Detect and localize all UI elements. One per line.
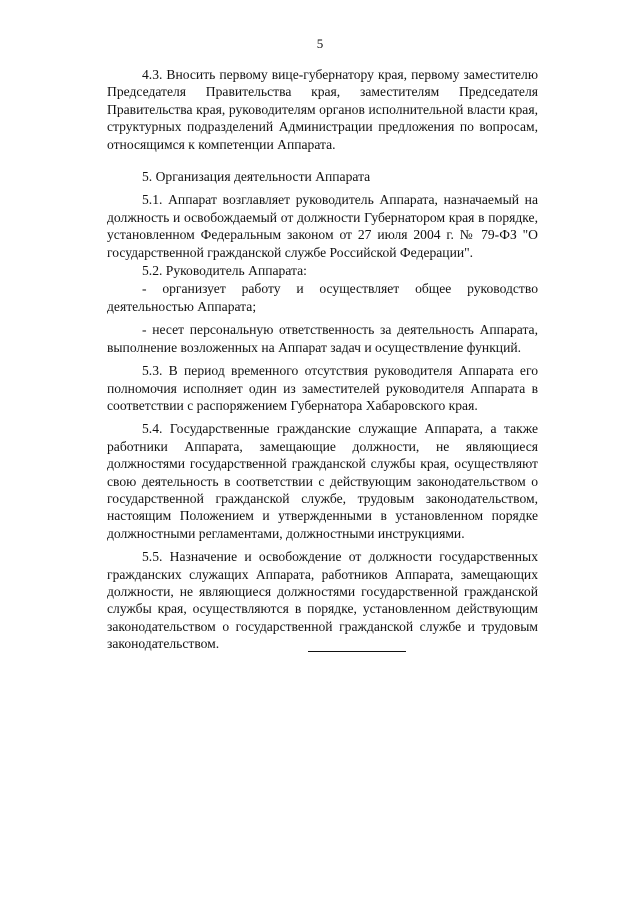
paragraph-5-2-item-2: - несет персональную ответственность за деятельность Аппарата, выполнение возложенных на Аппарат задач и осуществление функций. bbox=[107, 322, 538, 355]
paragraph-4-3: 4.3. Вносить первому вице-губернатору края, первому заместителю Председателя Правительства края, заместителям Председателя Правительства края, руководителям органов исполнительной власти края, структурных подразделений Администрации предложения по вопросам, относящимся к компетенции Аппарата. bbox=[107, 67, 538, 152]
page-number: 5 bbox=[316, 36, 324, 51]
paragraph-5-5: 5.5. Назначение и освобождение от должности государственных гражданских служащих Аппарата, работников Аппарата, замещающих должности, не являющиеся должностями государственной гражданской службы края, осуществляются в порядке, установленном действующим законодательством о государственной гражданской службе и трудовым законодательством. bbox=[107, 549, 538, 652]
paragraph-5-2-item-1: - организует работу и осуществляет общее руководство деятельностью Аппарата; bbox=[107, 281, 538, 314]
section-5-heading: 5. Организация деятельности Аппарата bbox=[142, 169, 371, 185]
end-of-text-divider bbox=[308, 651, 406, 652]
document-body bbox=[107, 66, 538, 653]
paragraph-5-3: 5.3. В период временного отсутствия руководителя Аппарата его полномочия исполняет один из заместителей руководителя Аппарата в соответствии с распоряжением Губернатора Хабаровского края. bbox=[107, 363, 538, 413]
paragraph-5-4: 5.4. Государственные гражданские служащие Аппарата, а также работники Аппарата, замещающие должности, не являющиеся должностями государственной гражданской службы края, осуществляют свою деятельность в соответствии с действующим законодательством о государственной гражданской службе, трудовым законодательством, настоящим Положением и утвержденными в установленном порядке должностными регламентами, должностными инструкциями. bbox=[107, 421, 538, 541]
paragraph-5-2: 5.2. Руководитель Аппарата: bbox=[142, 263, 307, 279]
paragraph-5-1: 5.1. Аппарат возглавляет руководитель Аппарата, назначаемый на должность и освобождаемый от должности Губернатором края в порядке, установленном Федеральным законом от 27 июля 2004 г. № 79-ФЗ "О государственной гражданской службе Российской Федерации". bbox=[107, 192, 538, 260]
